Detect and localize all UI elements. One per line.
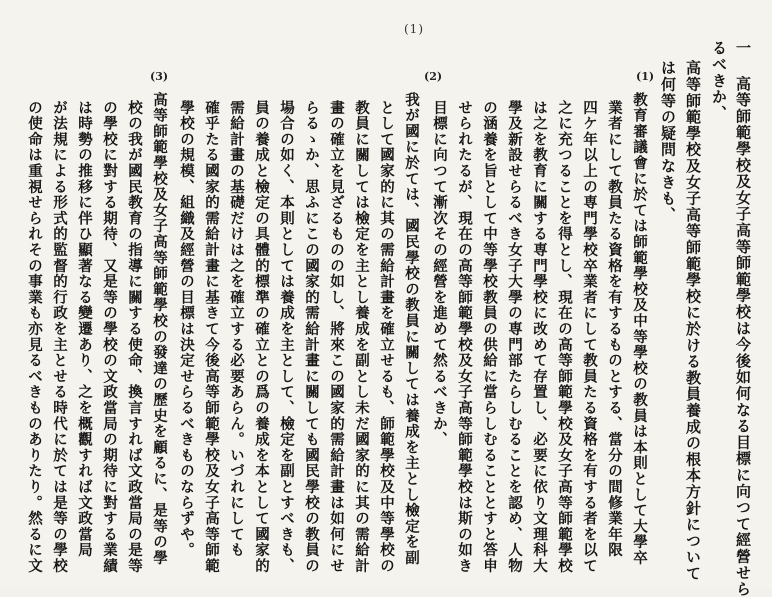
text-column: 業者にして教員たる資格を有するものとする、當分の間修業年限 <box>606 100 623 559</box>
text-column: 校の我が國民教育の指導に關する使命、換言すれば文政當局の是等 <box>126 100 143 574</box>
text-column: 教員に關しては檢定を主とし養成を副とし未だ國家的に其の需給計 <box>353 100 370 574</box>
text-column: るべきか、 <box>710 40 728 122</box>
text-column: 一 高等師範學校及女子高等師範學校は今後如何なる目標に向つて經營せら <box>734 40 752 597</box>
text-column: 需給計畫の基礎だけは之を確立する必要あらん。いづれにしても <box>228 100 245 559</box>
text-column: の使命は重視せられその事業も亦見るべきものありたり。然るに文 <box>26 100 43 574</box>
text-column: 我が國に於ては、國民學校の教員に關しては養成を主とし檢定を副 <box>403 92 420 566</box>
text-column: らるゝか、思ふにこの國家的需給計畫に關しても國民學校の教員の <box>303 100 320 574</box>
text-column: 目標に向つて漸次その經營を進めて然るべきか、 <box>431 100 448 448</box>
text-column: 確乎たる國家的需給計畫に基きて今後高等師範學校及女子高等師範 <box>203 100 220 574</box>
text-column: せられたるが、現在の高等師範學校及女子高等師範學校は斯の如き <box>456 100 473 574</box>
text-column: 四ケ年以上の専門學校卒業者にして教員たる資格を有する者を以て <box>581 100 598 574</box>
text-column: 學及新設せらるべき女子大學の専門部たらしむることを認め、人物 <box>506 100 523 574</box>
text-column: の學校に對する期待、又是等の學校の文政當局の期待に對する業績 <box>101 100 118 574</box>
text-column: 高等師範學校及女子高等師範學校の發達の歷史を顧るに、是等の學 <box>151 92 168 566</box>
text-column: 員の養成と檢定の具體的標準の確立との爲の養成を本として國家的 <box>253 100 270 574</box>
text-column: は之を教育に關する専門學校に改めて存置し、必要に依り文理科大 <box>531 100 548 574</box>
text-column: 高等師範學校及女子高等師範學校に於ける教員養成の根本方針について <box>684 60 702 582</box>
text-column: の涵養を旨として中等學校教員の供給に當らしむることとすと答申 <box>481 100 498 574</box>
text-column: 學校の規模、組織及經營の目標は決定せらるべきものならずや。 <box>178 100 195 559</box>
text-column: 畫の確立を見ざるものの如し、將來この國家的需給計畫は如何にせ <box>328 100 345 574</box>
text-column: は時勢の推移に伴ひ顯著なる變遷あり、之を概觀すれば文政當局 <box>76 100 93 559</box>
section-marker-3: (3) <box>150 70 169 83</box>
text-column: として國家的に其の需給計畫を確立せるも、師範學校及中等學校の <box>378 100 395 574</box>
page-number: (1) <box>404 22 424 36</box>
text-column: は何等の疑問なきも、 <box>659 60 677 223</box>
text-column: 場合の如く、本則としては養成を主として、檢定を副とすべきも、 <box>278 100 295 574</box>
text-column: 教育審議會に於ては師範學校及中等學校の教員は本則として大學卒 <box>631 92 648 566</box>
section-marker-2: (2) <box>424 70 443 83</box>
text-column: が法規による形式的監督的行政を主とせる時代に於ては是等の學校 <box>51 100 68 574</box>
section-marker-1: (1) <box>636 70 655 83</box>
text-column: 之に充つることを得とし、現在の高等師範學校及女子高等師範學校 <box>556 100 573 574</box>
